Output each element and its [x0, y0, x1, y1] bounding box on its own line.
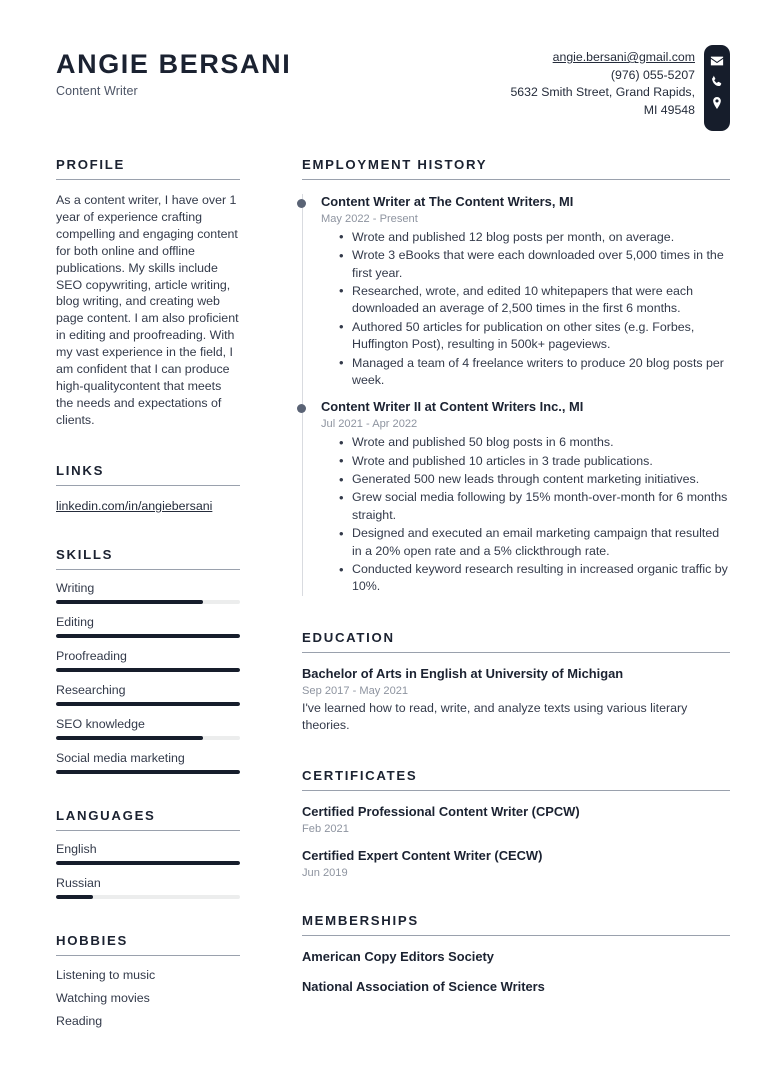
- job-bullet: • Wrote and published 50 blog posts in 6 months.: [352, 434, 730, 451]
- skill-label: Editing: [56, 614, 94, 629]
- skill-bar-track: [56, 600, 240, 604]
- skill-label: Researching: [56, 682, 126, 697]
- education-description: I've learned how to read, write, and analyze texts using various literary theories.: [302, 700, 688, 733]
- resume-body: [0, 157, 768, 1033]
- skill-bar-fill: [56, 600, 203, 604]
- main-column: [302, 157, 730, 995]
- skill-label: Social media marketing: [56, 750, 185, 765]
- section-title-hobbies: HOBBIES: [56, 933, 240, 956]
- section-title-languages: LANGUAGES: [56, 808, 240, 831]
- job-entry: [312, 194, 730, 389]
- language-bar-track: [56, 895, 240, 899]
- language-label: Russian: [56, 875, 101, 890]
- sidebar-column: [56, 157, 240, 1033]
- language-bar-fill: [56, 895, 93, 899]
- education-date: Sep 2017 - May 2021: [302, 684, 409, 697]
- job-bullet: • Researched, wrote, and edited 10 whitepapers that were each downloaded an average of 2,500 times in the first 6 months.: [352, 283, 730, 318]
- skill-item: [56, 683, 240, 706]
- language-bar-track: [56, 861, 240, 865]
- skill-bar-track: [56, 702, 240, 706]
- contact-email-line: [495, 49, 695, 67]
- skill-bar-fill: [56, 702, 240, 706]
- skill-item: [56, 649, 240, 672]
- certificate-title: Certified Expert Content Writer (CECW): [302, 848, 543, 864]
- hobby-item: Watching movies: [56, 990, 150, 1005]
- contact-lines: [495, 45, 695, 119]
- employment-timeline: [302, 194, 730, 596]
- skill-bar-fill: [56, 668, 240, 672]
- language-bar-fill: [56, 861, 240, 865]
- membership-entry: [302, 979, 730, 996]
- skill-bar-track: [56, 634, 240, 638]
- certificate-date: Feb 2021: [302, 823, 349, 836]
- job-bullet: • Wrote and published 10 articles in 3 trade publications.: [352, 453, 730, 470]
- link-item-linkedin[interactable]: linkedin.com/in/angiebersani: [56, 498, 213, 513]
- language-item: [56, 842, 240, 865]
- section-memberships: [302, 913, 730, 996]
- skills-list: [56, 581, 240, 774]
- section-title-profile: PROFILE: [56, 157, 240, 180]
- job-entry: [312, 399, 730, 595]
- skill-item: [56, 581, 240, 604]
- hobbies-list: [56, 964, 240, 1033]
- education-title: Bachelor of Arts in English at University of Michigan: [302, 665, 624, 681]
- section-employment: [302, 157, 730, 596]
- timeline-dot-icon: [297, 404, 306, 413]
- section-certificates: [302, 768, 730, 879]
- skill-item: [56, 615, 240, 638]
- membership-title: American Copy Editors Society: [302, 948, 494, 964]
- phone-icon: [710, 75, 724, 89]
- job-title: Content Writer II at Content Writers Inc., MI: [321, 399, 584, 415]
- certificate-entry: [302, 848, 730, 879]
- hobby-item: Listening to music: [56, 967, 156, 982]
- section-title-employment: EMPLOYMENT HISTORY: [302, 157, 730, 180]
- section-title-certificates: CERTIFICATES: [302, 768, 730, 791]
- skill-bar-fill: [56, 634, 240, 638]
- section-education: [302, 630, 730, 735]
- hobby-item: Reading: [56, 1013, 103, 1028]
- timeline-dot-icon: [297, 199, 306, 208]
- job-bullet: • Conducted keyword research resulting in increased organic traffic by 10%.: [352, 561, 730, 596]
- location-pin-icon: [710, 96, 724, 110]
- section-links: [56, 463, 240, 513]
- skill-item: [56, 717, 240, 740]
- skill-label: SEO knowledge: [56, 716, 145, 731]
- contact-icon-bar: [704, 45, 730, 131]
- languages-list: [56, 842, 240, 899]
- language-label: English: [56, 841, 97, 856]
- skill-bar-fill: [56, 736, 203, 740]
- job-bullet: • Managed a team of 4 freelance writers to produce 20 blog posts per week.: [352, 355, 730, 390]
- skill-item: [56, 751, 240, 774]
- skill-bar-track: [56, 770, 240, 774]
- skill-label: Writing: [56, 580, 95, 595]
- skill-label: Proofreading: [56, 648, 127, 663]
- membership-entry: [302, 949, 730, 966]
- job-bullet: • Grew social media following by 15% month-over-month for 6 months straight.: [352, 489, 730, 524]
- section-title-links: LINKS: [56, 463, 240, 486]
- section-skills: [56, 547, 240, 774]
- section-profile: [56, 157, 240, 429]
- job-bullets: [321, 229, 730, 390]
- certificate-title: Certified Professional Content Writer (CPCW): [302, 804, 580, 820]
- job-bullet: • Wrote and published 12 blog posts per month, on average.: [352, 229, 730, 246]
- identity-block: [56, 45, 291, 98]
- skill-bar-fill: [56, 770, 240, 774]
- job-bullet: • Designed and executed an email marketing campaign that resulted in a 20% open rate and a 5% clickthrough rate.: [352, 525, 730, 560]
- job-title: Content Writer at The Content Writers, MI: [321, 194, 574, 209]
- profile-text: As a content writer, I have over 1 year of experience crafting compelling and engaging content for both online and offline publications. My skills include SEO copywriting, article writing, blog writing, and creating web page content. I am also proficient in editing and proofreading. With my vast experience in the field, I am confident that I can produce high-qualitycontent that meets the needs and expectations of clients.: [56, 193, 239, 427]
- contact-phone-line: (976) 055-5207: [610, 67, 695, 82]
- job-date: Jul 2021 - Apr 2022: [321, 418, 418, 431]
- job-date: May 2022 - Present: [321, 212, 418, 225]
- job-title: Content Writer: [56, 84, 138, 99]
- certificate-date: Jun 2019: [302, 866, 348, 879]
- job-bullet: • Authored 50 articles for publication on other sites (e.g. Forbes, Huffington Post), resulting in 500k+ pageviews.: [352, 319, 730, 354]
- envelope-icon: [710, 54, 724, 68]
- skill-bar-track: [56, 668, 240, 672]
- section-title-skills: SKILLS: [56, 547, 240, 570]
- certificate-entry: [302, 804, 730, 835]
- section-title-education: EDUCATION: [302, 630, 730, 653]
- contact-address-line: 5632 Smith Street, Grand Rapids, MI 49548: [510, 85, 695, 117]
- section-title-memberships: MEMBERSHIPS: [302, 913, 730, 936]
- membership-title: National Association of Science Writers: [302, 978, 545, 994]
- resume-header: [0, 0, 768, 131]
- skill-bar-track: [56, 736, 240, 740]
- job-bullet: • Wrote 3 eBooks that were each downloaded over 5,000 times in the first year.: [352, 247, 730, 282]
- education-entry: [302, 666, 730, 735]
- job-bullets: [321, 434, 730, 596]
- email-link[interactable]: angie.bersani@gmail.com: [552, 50, 695, 64]
- job-bullet: • Generated 500 new leads through content marketing initiatives.: [352, 471, 730, 488]
- section-hobbies: [56, 933, 240, 1033]
- full-name: ANGIE BERSANI: [56, 49, 292, 79]
- section-languages: [56, 808, 240, 899]
- contact-block: [495, 45, 730, 131]
- language-item: [56, 876, 240, 899]
